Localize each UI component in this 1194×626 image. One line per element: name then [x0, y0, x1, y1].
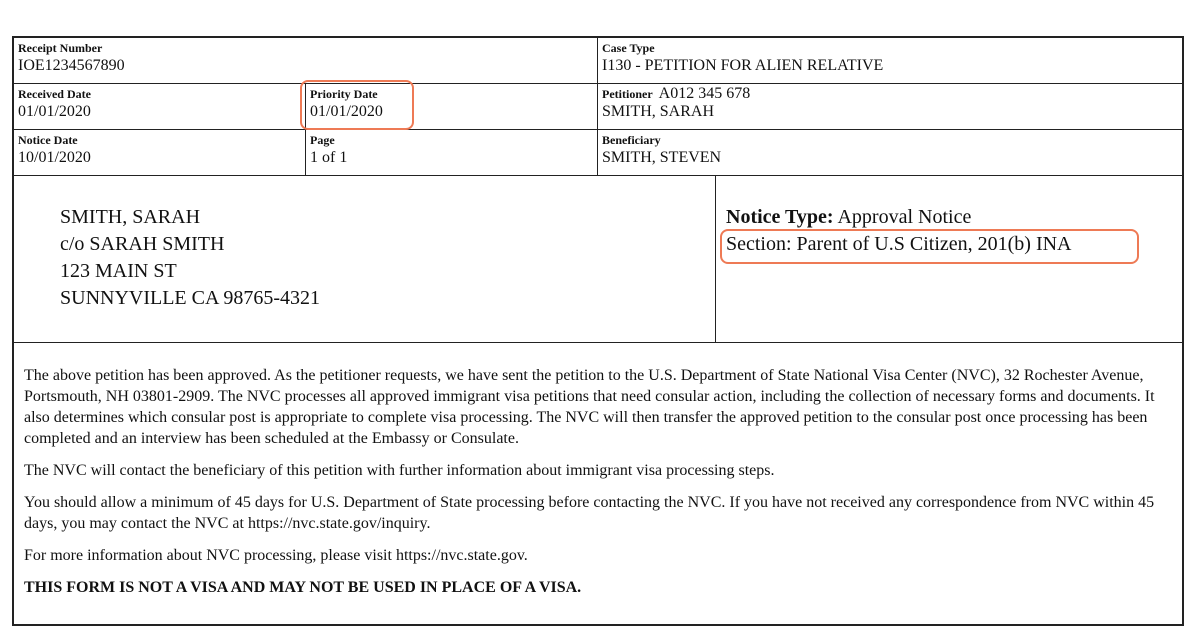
header-row-3	[14, 130, 1182, 176]
page-cell	[306, 130, 598, 175]
receipt-number-cell	[14, 38, 598, 83]
case-type-value: I130 - PETITION FOR ALIEN RELATIVE	[602, 57, 884, 74]
petitioner-label-line	[602, 87, 1184, 101]
beneficiary-label: Beneficiary	[602, 133, 661, 147]
priority-date-label: Priority Date	[310, 87, 378, 101]
petitioner-cell	[598, 84, 1184, 129]
petitioner-value: SMITH, SARAH	[602, 103, 715, 120]
page-value: 1 of 1	[310, 149, 348, 166]
priority-date-value: 01/01/2020	[310, 103, 383, 120]
notice-type-label: Notice Type:	[726, 206, 834, 228]
body-paragraph: The NVC will contact the beneficiary of this petition with further information about immigrant visa processing steps.	[24, 462, 775, 479]
notice-details	[726, 204, 1072, 258]
address-line: SMITH, SARAH	[60, 206, 201, 228]
body-paragraph: You should allow a minimum of 45 days for U.S. Department of State processing before contacting the NVC. If you have not received any correspondence from NVC within 45 days, you may contact the NVC at https://nvc.state.gov/inquiry.	[24, 494, 1155, 532]
case-type-label: Case Type	[602, 41, 655, 55]
header-row-2	[14, 84, 1182, 130]
body-paragraph: For more information about NVC processing, please visit https://nvc.state.gov.	[24, 547, 528, 564]
body-paragraph: The above petition has been approved. As the petitioner requests, we have sent the petition to the U.S. Department of State National Visa Center (NVC), 32 Rochester Avenue, Portsmouth, NH 03801-2909. The NVC processes all approved immigrant visa petitions that need consular action, including the collection of necessary forms and documents. It also determines which consular post is appropriate to complete visa processing. The NVC will then transfer the approved petition to the consular post once processing has been completed and an interview has been scheduled at the Embassy or Consulate.	[24, 367, 1155, 447]
received-date-cell	[14, 84, 306, 129]
notice-date-label: Notice Date	[18, 133, 78, 147]
header-row-1	[14, 38, 1182, 84]
visa-warning: THIS FORM IS NOT A VISA AND MAY NOT BE USED IN PLACE OF A VISA.	[24, 579, 582, 596]
received-date-label: Received Date	[18, 87, 91, 101]
address-notice-row	[14, 176, 1182, 343]
notice-date-value: 10/01/2020	[18, 149, 91, 166]
petitioner-label: Petitioner	[602, 87, 653, 101]
petitioner-a-number: A012 345 678	[658, 85, 751, 102]
address-line: SUNNYVILLE CA 98765-4321	[60, 287, 320, 309]
beneficiary-cell	[598, 130, 1184, 175]
priority-date-cell	[306, 84, 598, 129]
page-label: Page	[310, 133, 335, 147]
notice-type-line	[726, 204, 1072, 231]
notice-type-value: Approval Notice	[833, 206, 972, 228]
beneficiary-value: SMITH, STEVEN	[602, 149, 722, 166]
mailing-address-cell	[14, 176, 716, 342]
address-line: c/o SARAH SMITH	[60, 233, 225, 255]
mailing-address	[60, 204, 320, 312]
address-line: 123 MAIN ST	[60, 260, 177, 282]
receipt-number-label: Receipt Number	[18, 41, 103, 55]
notice-date-cell	[14, 130, 306, 175]
notice-cell	[716, 176, 1184, 342]
notice-section: Section: Parent of U.S Citizen, 201(b) INA	[726, 233, 1072, 255]
receipt-number-value: IOE1234567890	[18, 57, 125, 74]
approval-notice-document	[12, 36, 1184, 626]
notice-body	[24, 365, 1174, 609]
case-type-cell	[598, 38, 1184, 83]
received-date-value: 01/01/2020	[18, 103, 91, 120]
